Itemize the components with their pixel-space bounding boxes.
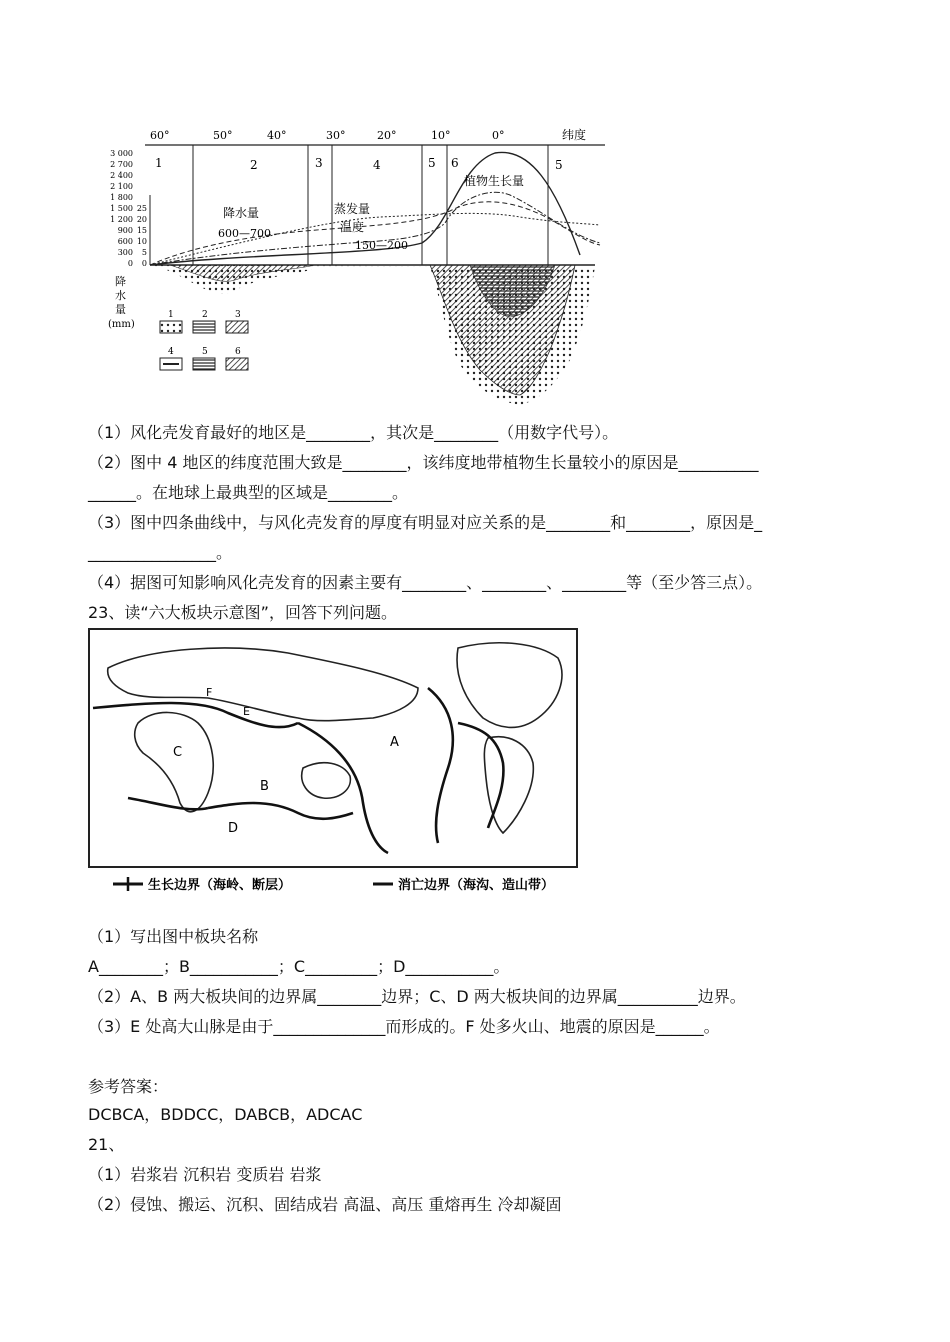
legend-growth-boundary: 生长边界（海岭、断层）	[148, 878, 292, 893]
temp-tick: 0	[141, 259, 147, 268]
scale-tick: 1 200	[110, 215, 133, 224]
zone-number: 2	[250, 158, 258, 172]
axis-label-unit: (mm)	[108, 319, 135, 330]
answers-line: （2）侵蚀、搬运、沉积、固结成岩 高温、高压 重熔再生 冷却凝固	[88, 1195, 562, 1214]
scale-tick: 300	[117, 248, 133, 257]
temp-tick: 10	[136, 237, 147, 246]
zone-number: 6	[451, 156, 459, 170]
temp-tick: 15	[136, 226, 147, 235]
q22-line: （3）图中四条曲线中，与风化壳发育的厚度有明显对应关系的是________和________，原因是_	[88, 513, 763, 532]
scale-tick: 1 800	[110, 193, 133, 202]
curve-label-temp: 温度	[340, 220, 365, 234]
zone-number: 1	[155, 156, 163, 170]
q22-line: （4）据图可知影响风化壳发育的因素主要有________、________、________等（至少答三点）。	[88, 573, 763, 592]
q22-line: ______。在地球上最典型的区域是________。	[88, 483, 409, 502]
zone-number: 4	[373, 158, 381, 172]
curve-label-temp-range: 150—200	[355, 239, 408, 252]
curve-label-precip: 降水量	[223, 206, 260, 220]
plate-label-a: A	[390, 735, 399, 750]
legend-swatch	[193, 321, 215, 333]
plate-label-f: F	[206, 686, 213, 699]
legend-number: 3	[235, 310, 241, 320]
lat-tick: 20°	[377, 129, 397, 142]
legend-number: 4	[168, 347, 174, 357]
temp-tick: 25	[136, 204, 147, 213]
legend-number: 1	[168, 310, 174, 320]
lat-tick: 30°	[326, 129, 346, 142]
q23-line: （2）A、B 两大板块间的边界属________边界；C、D 两大板块间的边界属__________边界。	[88, 987, 746, 1006]
curve-label-plant: 植物生长量	[464, 174, 525, 188]
plate-label-b: B	[260, 779, 269, 794]
plate-label-c: C	[173, 745, 183, 760]
curve-label-precip-range: 600—700	[218, 227, 271, 240]
q23-line: （1）写出图中板块名称	[88, 927, 259, 946]
lat-tick: 0°	[492, 129, 505, 142]
answers-line: DCBCA，BDDCC，DABCB，ADCAC	[88, 1105, 363, 1124]
weathering-crust-svg	[100, 125, 610, 410]
zone-number: 5	[555, 158, 563, 172]
axis-label-char: 降	[115, 275, 126, 288]
lat-tick: 10°	[431, 129, 451, 142]
plate-map-svg	[88, 628, 580, 898]
zone-number: 3	[315, 156, 323, 170]
legend-swatch	[160, 321, 182, 333]
lat-axis-title: 纬度	[562, 128, 587, 142]
scale-tick: 600	[117, 237, 133, 246]
legend-subduction-boundary: 消亡边界（海沟、造山带）	[398, 878, 555, 893]
answers-line: 21、	[88, 1135, 125, 1154]
scale-tick: 0	[127, 259, 133, 268]
plate-label-e: E	[243, 705, 250, 718]
q22-line: （1）风化壳发育最好的地区是________，其次是________（用数字代号）。	[88, 423, 619, 442]
weathering-crust-figure	[100, 125, 610, 410]
lat-tick: 50°	[213, 129, 233, 142]
legend-number: 2	[202, 310, 208, 320]
q22-line: ________________。	[88, 543, 233, 562]
scale-tick: 3 000	[110, 149, 133, 158]
legend-swatch	[226, 358, 248, 370]
plate-map-figure	[88, 628, 580, 898]
scale-tick: 1 500	[110, 204, 133, 213]
scale-tick: 2 100	[110, 182, 133, 191]
lat-tick: 60°	[150, 129, 170, 142]
q23-line: （3）E 处高大山脉是由于______________而形成的。F 处多火山、地震的原因是______。	[88, 1017, 720, 1036]
answers-title: 参考答案：	[88, 1077, 169, 1096]
temp-tick: 5	[141, 248, 147, 257]
legend-swatch	[226, 321, 248, 333]
temp-tick: 20	[136, 215, 147, 224]
scale-tick: 2 400	[110, 171, 133, 180]
answers-line: （1）岩浆岩 沉积岩 变质岩 岩浆	[88, 1165, 322, 1184]
lat-tick: 40°	[267, 129, 287, 142]
axis-label-char: 量	[115, 303, 126, 316]
legend-number: 5	[202, 347, 208, 357]
zone-number: 5	[428, 156, 436, 170]
curve-label-evap: 蒸发量	[334, 202, 371, 216]
q22-line: （2）图中 4 地区的纬度范围大致是________，该纬度地带植物生长量较小的原因是__________	[88, 453, 759, 472]
q23-line: A________；B___________；C_________；D___________。	[88, 957, 510, 976]
scale-tick: 2 700	[110, 160, 133, 169]
scale-tick: 900	[117, 226, 133, 235]
plate-label-d: D	[228, 821, 239, 836]
axis-label-char: 水	[115, 289, 126, 302]
q23-title: 23、读“六大板块示意图”，回答下列问题。	[88, 603, 397, 622]
legend-number: 6	[235, 347, 241, 357]
legend-swatch	[193, 358, 215, 370]
